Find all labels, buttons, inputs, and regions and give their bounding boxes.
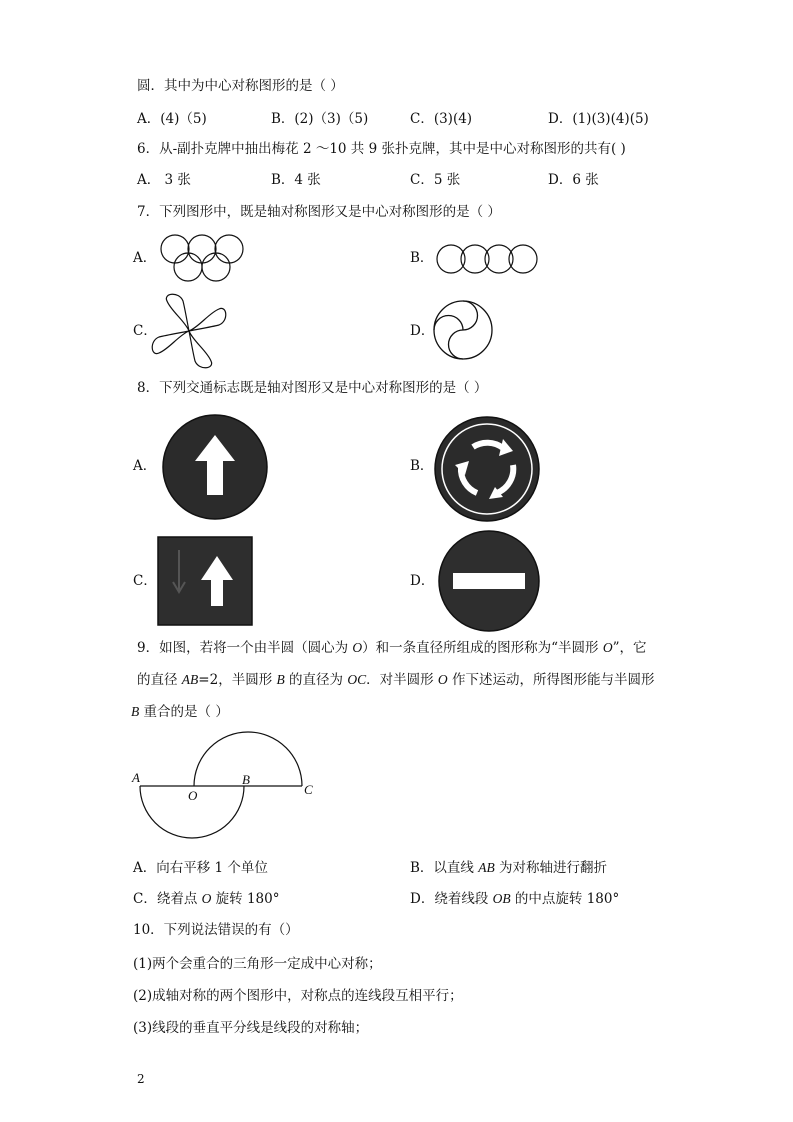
q9-label-c: C <box>304 782 313 797</box>
q9-option-d <box>410 890 619 908</box>
q8-label-c: C． <box>133 573 157 589</box>
q9-var-o: O <box>437 672 448 687</box>
q9-var-b: B <box>131 704 140 719</box>
q8-stem: 8．下列交通标志既是轴对图形又是中心对称图形的是（ ） <box>137 380 488 396</box>
q9-figure-semicircles <box>130 730 320 842</box>
q9-stem-text: 的直径为 <box>284 672 348 688</box>
q9-stem-text: =2，半圆形 <box>198 672 277 688</box>
q8-label-b: B． <box>410 458 434 474</box>
q9-stem-line-2 <box>137 671 654 689</box>
q9-stem-text: 重合的是（ ） <box>139 704 229 720</box>
q7-stem: 7．下列图形中，既是轴对称图形又是中心对称图形的是（ ） <box>137 204 501 220</box>
q7-figure-b-four-circles <box>436 243 540 275</box>
q9-option-c <box>133 890 279 908</box>
q9-option-b-text: 为对称轴进行翻折 <box>494 860 608 876</box>
q10-stem: 10．下列说法错误的有（） <box>133 922 299 938</box>
q9-var-b: B <box>276 672 285 687</box>
q7-figure-c-pinwheel <box>153 295 225 367</box>
q7-label-a: A． <box>133 250 157 266</box>
q9-stem-line-1 <box>137 639 647 657</box>
q6-option-d: D．6 张 <box>548 172 599 188</box>
q9-stem-text: ”，它 <box>612 640 647 656</box>
q7-figure-d-circle-with-arcs <box>433 300 493 360</box>
q7-figure-a-olympic-rings <box>160 232 270 288</box>
q10-item-2: (2)成轴对称的两个图形中，对称点的连线段互相平行； <box>133 988 463 1004</box>
q9-var-oc: OC <box>347 672 367 687</box>
q8-sign-a-straight-arrow <box>161 413 269 521</box>
q5-option-d: D．(1)(3)(4)(5) <box>548 111 649 127</box>
q9-option-d-text: 的中点旋转 180° <box>510 891 620 907</box>
q10-item-3: (3)线段的垂直平分线是线段的对称轴； <box>133 1020 369 1036</box>
q9-option-c-text: 旋转 180° <box>211 891 280 907</box>
q9-label-o: O <box>188 788 198 803</box>
q9-option-b-text: B．以直线 <box>410 860 479 876</box>
q6-option-c: C．5 张 <box>410 172 461 188</box>
q6-stem: 6．从-副扑克牌中抽出梅花 2 ～10 共 9 张扑克牌，其中是中心对称图形的共有( ) <box>137 141 626 157</box>
q9-var-o: O <box>201 891 212 906</box>
q9-option-c-text: C．绕着点 <box>133 891 202 907</box>
q8-sign-c-square-arrow <box>157 536 253 626</box>
q7-label-b: B． <box>410 250 434 266</box>
q5-option-a: A．(4)（5) <box>137 111 207 127</box>
q9-stem-text: ）和一条直径所组成的图形称为“半圆形 <box>362 640 603 656</box>
q5-tail: 圆．其中为中心对称图形的是（ ） <box>137 78 344 94</box>
q8-label-d: D． <box>410 573 435 589</box>
q8-sign-b-roundabout <box>433 415 541 523</box>
q6-option-b: B．4 张 <box>271 172 321 188</box>
page-number: 2 <box>137 1072 145 1086</box>
q7-label-c: C． <box>133 323 157 339</box>
q9-var-ob: OB <box>492 891 511 906</box>
q9-var-o: O <box>602 640 613 655</box>
q8-sign-d-no-entry <box>437 530 541 632</box>
q10-item-1: (1)两个会重合的三角形一定成中心对称； <box>133 956 382 972</box>
q8-label-a: A． <box>133 458 157 474</box>
q9-label-b: B <box>242 772 250 787</box>
q9-var-o: O <box>352 640 363 655</box>
q9-stem-line-3 <box>131 703 229 721</box>
q5-option-b: B．(2)（3)（5) <box>271 111 369 127</box>
q9-option-b <box>410 859 607 877</box>
q9-stem-text: ．对半圆形 <box>366 672 438 688</box>
q9-stem-text: 9．如图，若将一个由半圆（圆心为 <box>137 640 353 656</box>
q9-stem-text: 的直径 <box>137 672 182 688</box>
q9-stem-text: 作下述运动，所得图形能与半圆形 <box>447 672 655 688</box>
q9-option-d-text: D．绕着线段 <box>410 891 493 907</box>
q6-option-a: A． 3 张 <box>137 172 191 188</box>
q5-option-c: C．(3)(4) <box>410 111 473 127</box>
q9-var-ab: AB <box>181 672 199 687</box>
q7-label-d: D． <box>410 323 435 339</box>
q9-var-ab: AB <box>478 860 495 875</box>
q9-option-a: A．向右平移 1 个单位 <box>133 860 268 876</box>
q9-label-a: A <box>132 770 140 785</box>
